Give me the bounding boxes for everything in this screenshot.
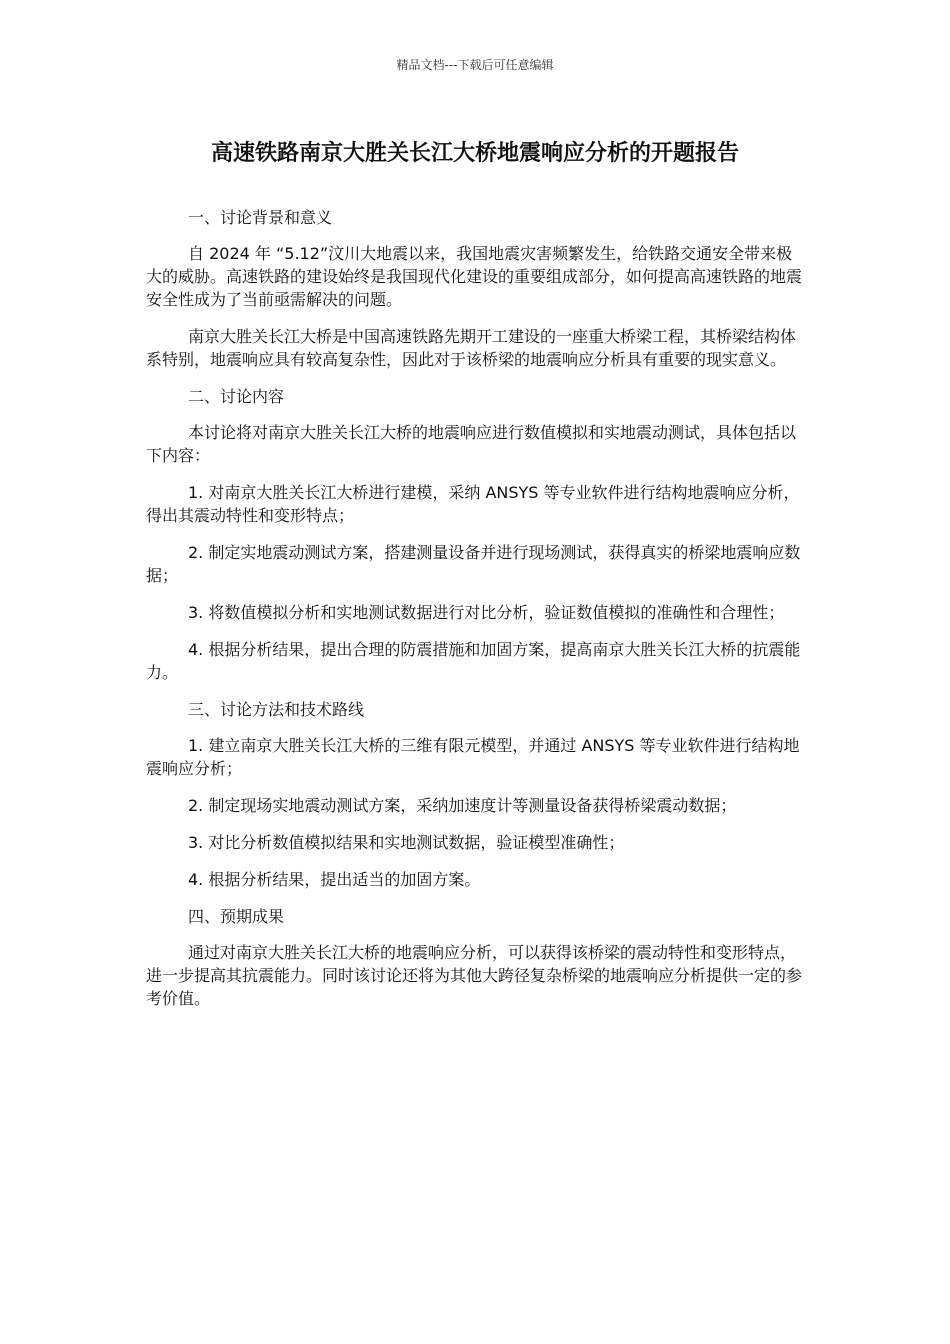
list-item: 4. 根据分析结果，提出适当的加固方案。: [188, 870, 481, 889]
list-item: 1. 对南京大胜关长江大桥进行建模，采纳 ANSYS 等专业软件进行结构地震响应分析，得出其震动特性和变形特点；: [146, 483, 800, 525]
list-item: 4. 根据分析结果，提出合理的防震措施和加固方案，提高南京大胜关长江大桥的抗震能力。: [146, 640, 801, 682]
list-item: 2. 制定现场实地震动测试方案，采纳加速度计等测量设备获得桥梁震动数据；: [188, 796, 737, 815]
list-item: 3. 对比分析数值模拟结果和实地测试数据，验证模型准确性；: [188, 833, 625, 852]
section-heading-2: 二、讨论内容: [188, 387, 285, 406]
paragraph: 自 2024 年 “5.12”汶川大地震以来，我国地震灾害频繁发生，给铁路交通安全带来极大的威胁。高速铁路的建设始终是我国现代化建设的重要组成部分，如何提高高速铁路的地震安全性成为了当前亟需解决的问题。: [146, 244, 803, 309]
document-title: 高速铁路南京大胜关长江大桥地震响应分析的开题报告: [210, 141, 739, 166]
page-header: 精品文档---下载后可任意编辑: [396, 58, 554, 72]
list-item: 2. 制定实地震动测试方案，搭建测量设备并进行现场测试，获得真实的桥梁地震响应数据；: [146, 543, 801, 585]
list-item: 3. 将数值模拟分析和实地测试数据进行对比分析，验证数值模拟的准确性和合理性；: [188, 603, 785, 622]
section-heading-3: 三、讨论方法和技术路线: [188, 700, 365, 719]
section-heading-1: 一、讨论背景和意义: [188, 208, 333, 227]
list-item: 1. 建立南京大胜关长江大桥的三维有限元模型，并通过 ANSYS 等专业软件进行结构地震响应分析；: [146, 736, 800, 778]
paragraph: 本讨论将对南京大胜关长江大桥的地震响应进行数值模拟和实地震动测试，具体包括以下内容：: [146, 423, 797, 465]
document-body: [146, 206, 806, 1024]
section-heading-4: 四、预期成果: [188, 907, 285, 926]
paragraph: 南京大胜关长江大桥是中国高速铁路先期开工建设的一座重大桥梁工程，其桥梁结构体系特别，地震响应具有较高复杂性，因此对于该桥梁的地震响应分析具有重要的现实意义。: [146, 327, 797, 369]
paragraph: 通过对南京大胜关长江大桥的地震响应分析，可以获得该桥梁的震动特性和变形特点，进一步提高其抗震能力。同时该讨论还将为其他大跨径复杂桥梁的地震响应分析提供一定的参考价值。: [146, 943, 803, 1008]
